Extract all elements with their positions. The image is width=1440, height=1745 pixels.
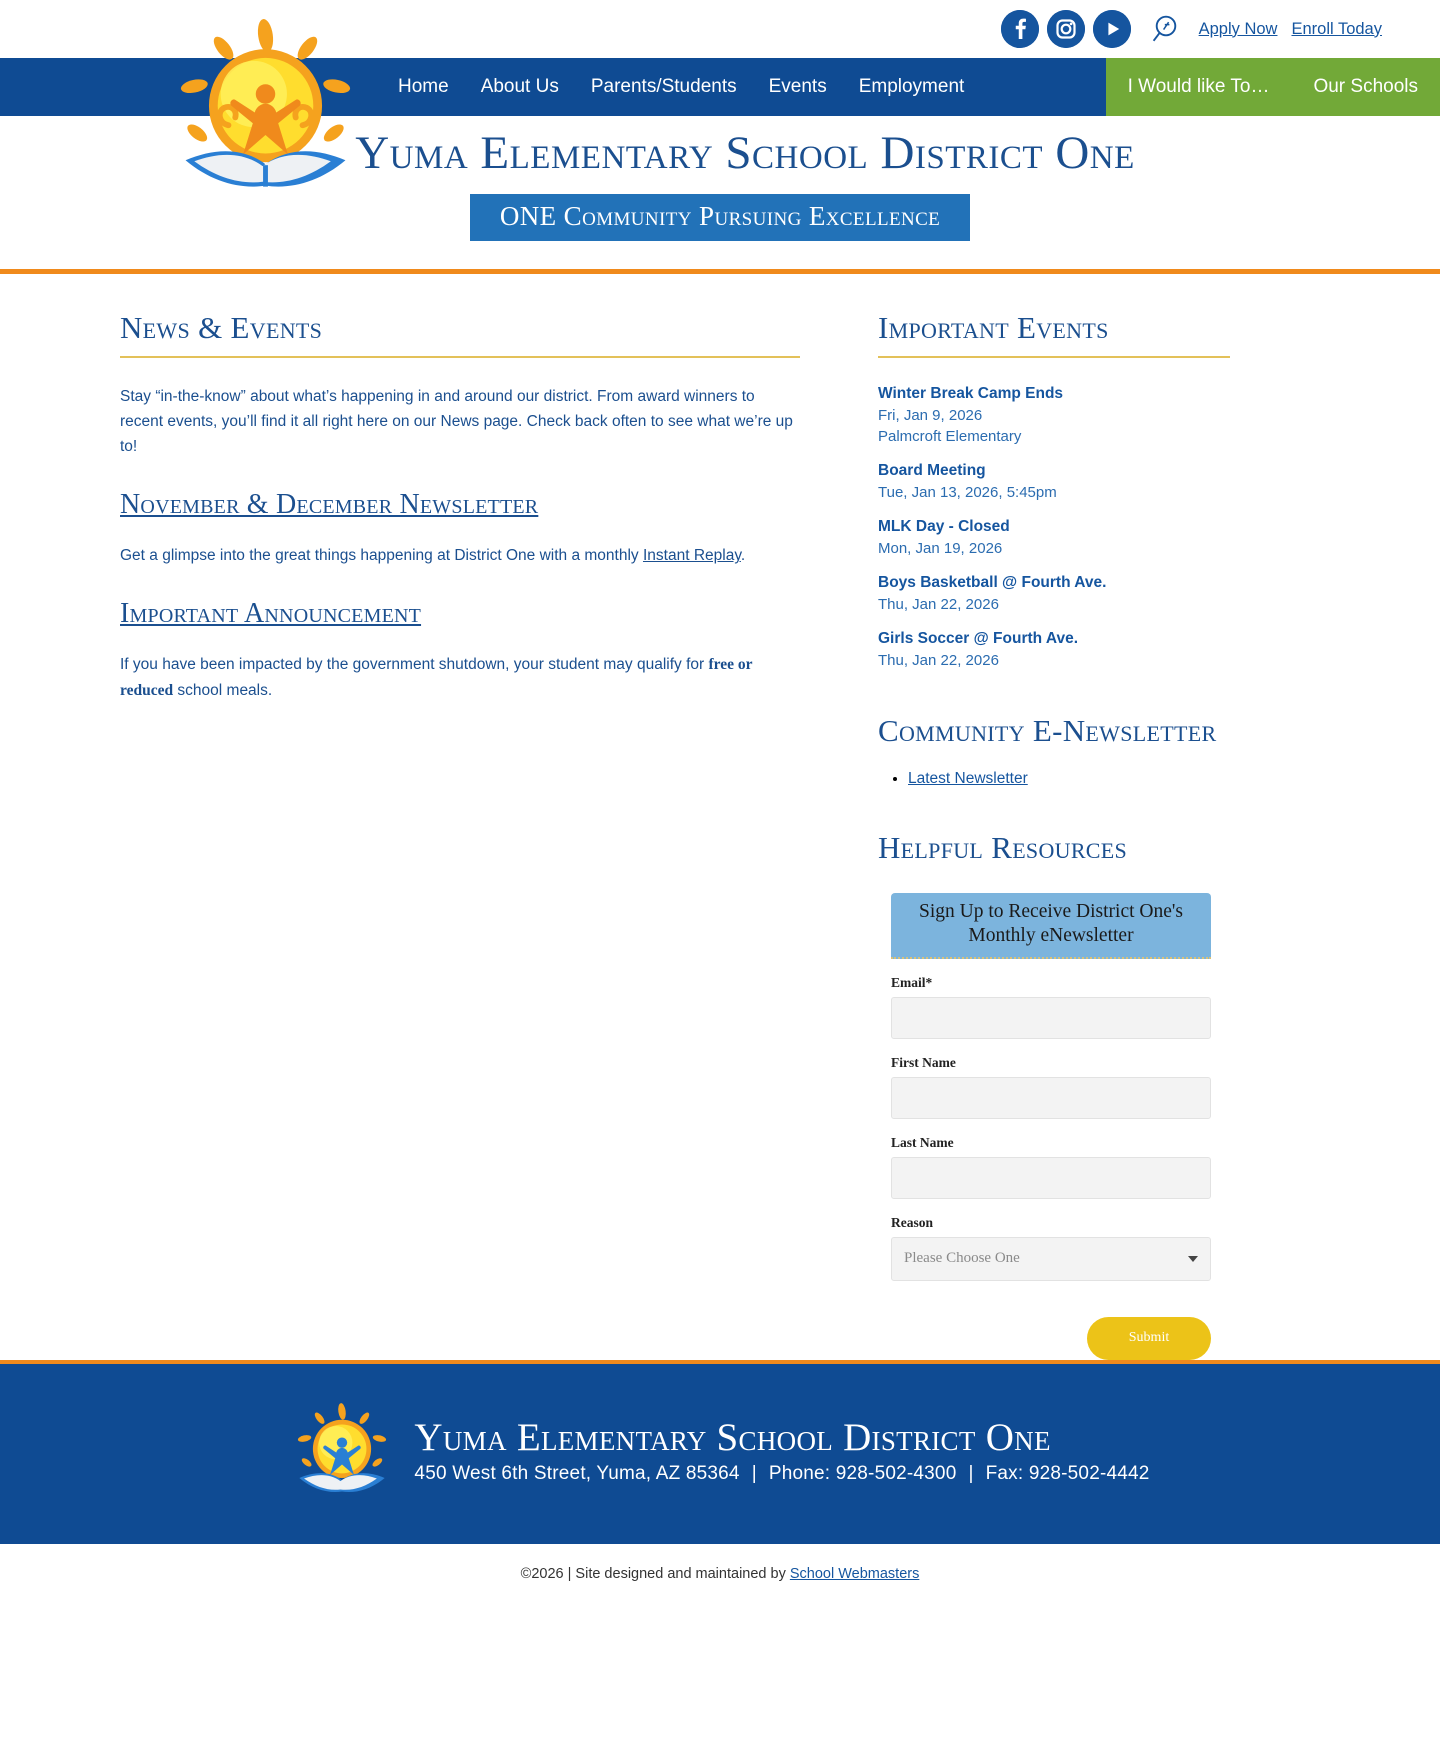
article-body-newsletter bbox=[120, 543, 800, 568]
search-icon[interactable] bbox=[1147, 9, 1187, 49]
footer-text-block bbox=[414, 1418, 1149, 1485]
article-heading-newsletter[interactable]: November & December Newsletter bbox=[120, 489, 539, 521]
nav-item-home[interactable]: Home bbox=[398, 76, 449, 97]
footer-phone: Phone: 928-502-4300 bbox=[768, 1463, 957, 1485]
event-title: MLK Day - Closed bbox=[878, 517, 1010, 535]
email-field-label: Email* bbox=[891, 974, 933, 990]
newsletter-signup-form bbox=[891, 893, 1211, 1360]
district-sun-book-logo[interactable] bbox=[290, 1400, 394, 1504]
enroll-today-link[interactable]: Enroll Today bbox=[1291, 19, 1382, 38]
event-date: Fri, Jan 9, 2026 bbox=[878, 406, 983, 424]
footer-inner bbox=[0, 1400, 1440, 1504]
event-date: Mon, Jan 19, 2026 bbox=[878, 539, 1003, 557]
events-list bbox=[878, 384, 1230, 671]
article-body-announcement bbox=[120, 652, 800, 702]
event-title: Boys Basketball @ Fourth Ave. bbox=[878, 573, 1107, 591]
reason-select[interactable] bbox=[891, 1237, 1211, 1281]
site-footer bbox=[0, 1364, 1440, 1544]
top-links bbox=[1199, 20, 1382, 39]
submit-button[interactable]: Submit bbox=[1087, 1317, 1211, 1360]
reason-field-label: Reason bbox=[891, 1214, 934, 1230]
list-item bbox=[908, 770, 1230, 788]
page-content bbox=[0, 274, 1440, 1360]
district-sun-book-logo[interactable] bbox=[168, 16, 363, 211]
event-title: Winter Break Camp Ends bbox=[878, 385, 1064, 403]
footer-separator-1: | bbox=[751, 1463, 757, 1485]
nav-item-our-schools[interactable]: Our Schools bbox=[1313, 76, 1418, 97]
newsletter-links-list bbox=[878, 770, 1230, 788]
social-links bbox=[1001, 9, 1199, 49]
apply-now-link[interactable]: Apply Now bbox=[1198, 19, 1278, 38]
list-item[interactable] bbox=[878, 517, 1230, 559]
list-item[interactable] bbox=[878, 461, 1230, 503]
footer-district-name: Yuma Elementary School District One bbox=[414, 1416, 1051, 1460]
first-name-field[interactable] bbox=[891, 1077, 1211, 1119]
school-webmasters-link[interactable]: School Webmasters bbox=[789, 1565, 920, 1582]
article-body-announcement-after: school meals. bbox=[173, 681, 273, 699]
footer-fax: Fax: 928-502-4442 bbox=[985, 1463, 1150, 1485]
copyright-bar bbox=[0, 1544, 1440, 1606]
copyright-text: ©2026 | Site designed and maintained by bbox=[520, 1565, 790, 1582]
article-body-newsletter-before: Get a glimpse into the great things happening at District One with a monthly bbox=[120, 547, 643, 565]
instant-replay-link[interactable]: Instant Replay bbox=[642, 547, 741, 565]
event-title: Board Meeting bbox=[878, 461, 986, 479]
nav-item-events[interactable]: Events bbox=[768, 76, 827, 97]
community-newsletter-heading: Community E-Newsletter bbox=[878, 712, 1217, 748]
sidebar-column bbox=[860, 274, 1290, 1360]
event-title: Girls Soccer @ Fourth Ave. bbox=[878, 629, 1079, 647]
masthead bbox=[0, 116, 1440, 269]
footer-contact-line bbox=[414, 1463, 1149, 1485]
facebook-icon[interactable] bbox=[1001, 10, 1039, 48]
reason-select-placeholder: Please Choose One bbox=[904, 1250, 1020, 1267]
news-column bbox=[0, 274, 860, 1360]
footer-separator-2: | bbox=[968, 1463, 974, 1485]
nav-primary-group bbox=[0, 58, 1106, 116]
article-body-newsletter-after: . bbox=[740, 547, 746, 565]
events-heading-rule bbox=[878, 356, 1230, 358]
page-title: Yuma Elementary School District One bbox=[355, 127, 1135, 179]
event-date: Tue, Jan 13, 2026, 5:45pm bbox=[878, 483, 1057, 501]
event-date: Thu, Jan 22, 2026 bbox=[878, 595, 999, 613]
news-intro-text: Stay “in-the-know” about what’s happening in and around our district. From award winners to recent events, you’ll find it all right here on our News page. Check back often to see what we’re up to! bbox=[120, 388, 793, 456]
chevron-down-icon bbox=[1188, 1256, 1198, 1262]
article-emphasis-free-or-reduced: free or reduced bbox=[120, 656, 753, 699]
important-events-heading: Important Events bbox=[878, 310, 1109, 346]
list-item[interactable] bbox=[878, 629, 1230, 671]
nav-item-parents-students[interactable]: Parents/Students bbox=[590, 76, 737, 97]
instagram-icon[interactable] bbox=[1047, 10, 1085, 48]
district-tagline: ONE Community Pursuing Excellence bbox=[470, 194, 970, 241]
event-date: Thu, Jan 22, 2026 bbox=[878, 651, 999, 669]
last-name-field-label: Last Name bbox=[891, 1134, 954, 1150]
event-location: Palmcroft Elementary bbox=[878, 427, 1022, 445]
nav-item-i-would-like-to[interactable]: I Would like To… bbox=[1127, 76, 1270, 97]
latest-newsletter-link[interactable]: Latest Newsletter bbox=[908, 769, 1028, 787]
news-events-heading: News & Events bbox=[120, 310, 323, 346]
last-name-field[interactable] bbox=[891, 1157, 1211, 1199]
first-name-field-label: First Name bbox=[891, 1054, 956, 1070]
nav-item-about-us[interactable]: About Us bbox=[480, 76, 559, 97]
article-body-announcement-before: If you have been impacted by the government shutdown, your student may qualify for bbox=[120, 656, 709, 674]
nav-highlight-group bbox=[1106, 58, 1440, 116]
footer-address: 450 West 6th Street, Yuma, AZ 85364 bbox=[414, 1463, 740, 1485]
signup-form-header: Sign Up to Receive District One's Monthly eNewsletter bbox=[891, 893, 1211, 959]
email-field[interactable] bbox=[891, 997, 1211, 1039]
article-heading-announcement[interactable]: Important Announcement bbox=[120, 598, 422, 630]
nav-item-employment[interactable]: Employment bbox=[858, 76, 965, 97]
news-heading-rule bbox=[120, 356, 800, 358]
helpful-resources-heading: Helpful Resources bbox=[878, 829, 1128, 865]
submit-row bbox=[891, 1317, 1211, 1360]
list-item[interactable] bbox=[878, 573, 1230, 615]
youtube-icon[interactable] bbox=[1093, 10, 1131, 48]
list-item[interactable] bbox=[878, 384, 1230, 447]
